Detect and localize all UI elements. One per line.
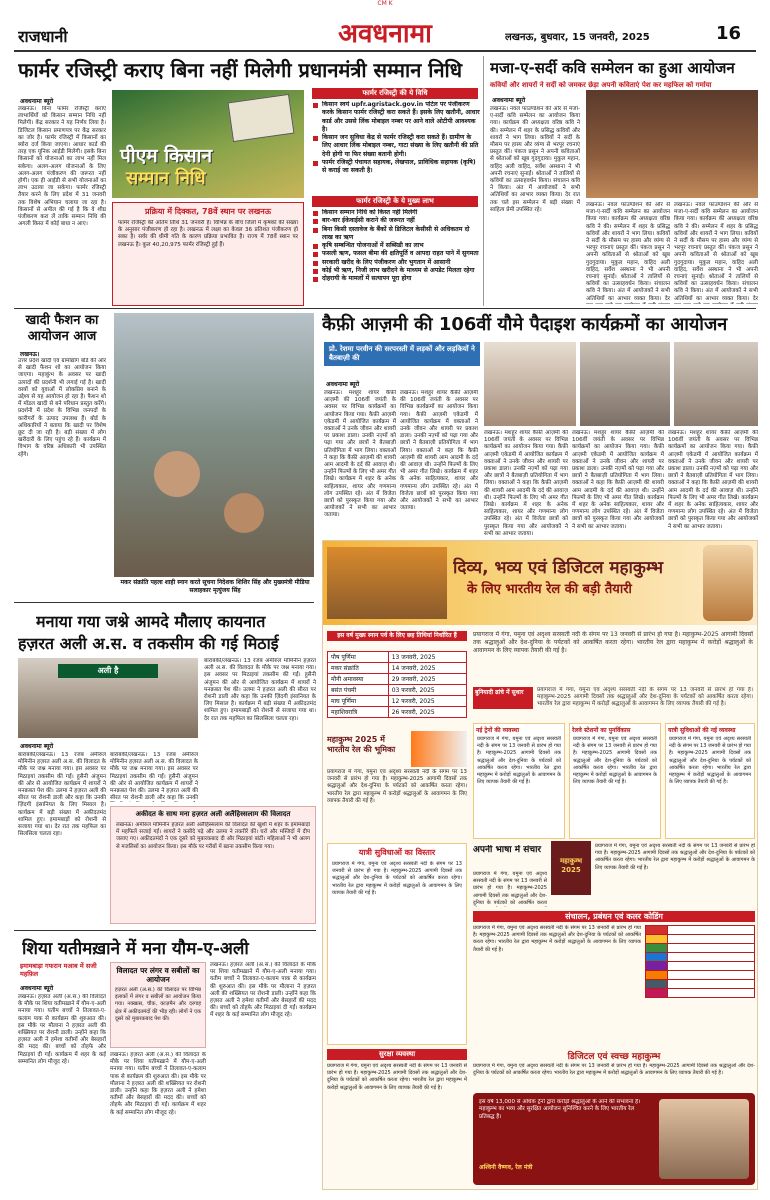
langar-box: [110, 962, 206, 1048]
ad-intro: प्रयागराज में गंगा, यमुना एवं अदृश्य सरस्वती नदी के संगम पर 13 जनवरी से प्रारंभ हो गया है। महाकुम्भ-2025 आगामी दिवसों तक श्रद्धालुओं और देश-दुनिया के पर्यटकों को आकर्षित करता रहेगा। भारतीय रेल द्वारा महाकुम्भ में करोड़ों श्रद्धालुओं के आवागमन के लिए व्यापक तैयारी की गई है।: [473, 631, 753, 654]
snan-cell: महाशिवरात्रि: [328, 707, 389, 718]
snan-row: [328, 696, 467, 707]
digital-text: प्रयागराज में गंगा, यमुना एवं अदृश्य सरस्वती नदी के संगम पर 13 जनवरी से प्रारंभ हो गया है। महाकुम्भ-2025 आगामी दिवसों तक श्रद्धालुओं और देश-दुनिया के पर्यटकों को आकर्षित करता रहेगा। भारतीय रेल द्वारा महाकुम्भ में करोड़ों श्रद्धालुओं के आवागमन के लिए व्यापक तैयारी की गई है।: [473, 1063, 755, 1077]
article-ali-body-col1: बाराबंकी/लखनऊ। 13 रजब अमीरुल मोमिनीन हज़रत अली अ.स. की विलादत के मौके पर जश्न मनाया गया। इस अवसर पर मिठाइयां तकसीम की गईं। हुसैनी अंजुमन की ओर से आयोजित कार्यक्रम में शायरों ने मनक़बत पेश की। उलमा ने हज़रत अली की सीरत पर रोशनी डाली और कहा कि उनकी ज़िंदगी इंसानियत के लिए मिसाल है। कार्यक्रम में बड़ी संख्या में अकीदतमंद शामिल हुए। इमामबाड़ों को रोशनी से सजाया गया था। देर रात तक महफिल का सिलसिला चलता रहा।: [18, 752, 106, 838]
suvidha-title: यात्री सुविधाओं का विस्तार: [358, 848, 436, 857]
registry-benefit-item: कृषि सम्बन्धित योजनाओं में सब्सिडी का लाभ: [312, 242, 480, 250]
currency-note-image: [228, 94, 295, 142]
article-ali-byline: अवधनामा ब्यूरो: [20, 743, 54, 750]
registry-method-list: [312, 101, 480, 193]
grid-cell: [668, 926, 755, 935]
snan-cell: 13 जनवरी, 2025: [388, 652, 466, 663]
registry-benefit-item: सरकारी खरीद के लिए पंजीकरण और भुगतान में आसानी: [312, 259, 480, 267]
article-yatimkhana-body-col3: लखनऊ। हज़रत अली (अ.स.) की विलादत के मौके पर शिया यतीमख़ाने में यौम-ए-अली मनाया गया। यतीम बच्चों ने तिलावत-ए-कलाम पाक से कार्यक्रम की शुरुआत की। इस मौके पर मौलाना ने हज़रत अली की शख्सियत पर रोशनी डाली। उन्होंने कहा कि हज़रत अली ने हमेशा यतीमों और बेसहारों की मदद की। बच्चों को तोहफे और मिठाइयां दी गईं। कार्यक्रम में शहर के कई सम्मानित लोग मौजूद रहे।: [210, 962, 316, 1019]
kavi-sammelan-photo: [586, 90, 758, 198]
article-yatimkhana-byline: अवधनामा ब्यूरो: [20, 985, 54, 992]
ad-title-line2: के लिए भारतीय रेल की बड़ी तैयारी: [467, 582, 632, 597]
registry-method-item: किसान जन सुविधा केंद्र से फार्मर रजिस्ट्री करा सकते हैं। ग्रामीण के लिए आधार लिंक मोबाइल नम्बर, गाटा संख्या के लिए खतौनी की प्रति देनी होगी या फिर संख्या बतानी होगी।: [312, 134, 480, 159]
article-kaifi-body-col4: लखनऊ। मशहूर शायर कैफ़ी आज़मी की 106वीं जयंती के अवसर पर विभिन्न कार्यक्रमों का आयोजन किया गया। कैफ़ी आज़मी एकेडमी में आयोजित कार्यक्रम में वक्ताओं ने उनके जीवन और शायरी पर प्रकाश डाला। उनकी नज़्मों को पढ़ा गया और छात्रों ने बैतबाज़ी प्रतियोगिता में भाग लिया। वक्ताओं ने कहा कि कैफ़ी आज़मी की शायरी आम आदमी के दर्द की आवाज़ थी। उन्होंने फिल्मों के लिए भी अमर गीत लिखे। कार्यक्रम में शहर के अनेक साहित्यकार, शायर और गणमान्य लोग उपस्थित रहे। अंत में विजेता छात्रों को पुरस्कृत किया गया और आयोजकों ने सभी का आभार जताया।: [572, 430, 664, 530]
color-cell: [646, 944, 668, 953]
security-text: प्रयागराज में गंगा, यमुना एवं अदृश्य सरस्वती नदी के संगम पर 13 जनवरी से प्रारंभ हो गया है। महाकुम्भ-2025 आगामी दिवसों तक श्रद्धालुओं और देश-दुनिया के पर्यटकों को आकर्षित करता रहेगा। भारतीय रेल द्वारा महाकुम्भ में करोड़ों श्रद्धालुओं के आवागमन के लिए व्यापक तैयारी की गई है।: [595, 843, 755, 871]
masthead-rule: [14, 50, 756, 52]
info-col-2-text: प्रयागराज में गंगा, यमुना एवं अदृश्य सरस्वती नदी के संगम पर 13 जनवरी से प्रारंभ हो गया है। महाकुम्भ-2025 आगामी दिवसों तक श्रद्धालुओं और देश-दुनिया के पर्यटकों को आकर्षित करता रहेगा। भारतीय रेल द्वारा महाकुम्भ में करोड़ों श्रद्धालुओं के आवागमन के लिए व्यापक तैयारी की गई है।: [573, 736, 657, 786]
snan-cell: 14 जनवरी, 2025: [388, 663, 466, 674]
train-image: [411, 731, 467, 767]
section-rule: [14, 930, 316, 931]
control-title: संचालन, प्रबंधन एवं कलर कोडिंग: [473, 911, 755, 922]
color-cell: [646, 935, 668, 944]
article-kaifi-body-col2: लखनऊ। मशहूर शायर कैफ़ी आज़मी की 106वीं जयंती के अवसर पर विभिन्न कार्यक्रमों का आयोजन किया गया। कैफ़ी आज़मी एकेडमी में आयोजित कार्यक्रम में वक्ताओं ने उनके जीवन और शायरी पर प्रकाश डाला। उनकी नज़्मों को पढ़ा गया और छात्रों ने बैतबाज़ी प्रतियोगिता में भाग लिया। वक्ताओं ने कहा कि कैफ़ी आज़मी की शायरी आम आदमी के दर्द की आवाज़ थी। उन्होंने फिल्मों के लिए भी अमर गीत लिखे। कार्यक्रम में शहर के अनेक साहित्यकार, शायर और गणमान्य लोग उपस्थित रहे। अंत में विजेता छात्रों को पुरस्कृत किया गया और आयोजकों ने सभी का आभार जताया।: [400, 390, 478, 512]
color-cell: [646, 953, 668, 962]
article-kaifi-pull: प्रो. रेशमा परवीन की सरपरस्ती में लड़कों और लड़कियों ने बैतबाज़ी की: [324, 342, 480, 366]
snan-photo-caption: मकर संक्रांति पहला शाही स्नान करते सूचना निदेशक शिशिर सिंह और मुख्यमंत्री मीडिया सलाहकार मृत्युंजय सिंह: [120, 579, 310, 594]
snan-row: [328, 685, 467, 696]
snan-row: [328, 663, 467, 674]
snan-photo: [114, 313, 314, 577]
info-col-1-title: नई ट्रेनों की व्यवस्था: [476, 727, 520, 734]
info-col-3: [665, 723, 755, 839]
snan-row: [328, 652, 467, 663]
registry-method-item: किसान स्वयं upfr.agristack.gov.in पोर्टल पर पंजीकरण करके किसान फार्मर रजिस्ट्री करा सकते हैं। इसके लिए खतौनी, आधार कार्ड और उससे लिंक मोबाइल नम्बर पर आने वाले ओटीपी आवश्यक है।: [312, 101, 480, 134]
dateline: लखनऊ, बुधवार, 15 जनवरी, 2025: [505, 32, 650, 43]
snan-cell: बसंत पंचमी: [328, 685, 389, 696]
control-text: प्रयागराज में गंगा, यमुना एवं अदृश्य सरस्वती नदी के संगम पर 13 जनवरी से प्रारंभ हो गया है। महाकुम्भ-2025 आगामी दिवसों तक श्रद्धालुओं और देश-दुनिया के पर्यटकों को आकर्षित करता रहेगा। भारतीय रेल द्वारा महाकुम्भ में करोड़ों श्रद्धालुओं के आवागमन के लिए व्यापक तैयारी की गई है।: [473, 925, 641, 953]
rail-role-title: महाकुम्भ 2025 में भारतीय रेल की भूमिका: [327, 735, 396, 754]
article-kaifi-byline: अवधनामा ब्यूरो: [326, 381, 360, 388]
article-yatimkhana-body: लखनऊ। हज़रत अली (अ.स.) की विलादत के मौके पर शिया यतीमख़ाने में यौम-ए-अली मनाया गया। यतीम बच्चों ने तिलावत-ए-कलाम पाक से कार्यक्रम की शुरुआत की। इस मौके पर मौलाना ने हज़रत अली की शख्सियत पर रोशनी डाली। उन्होंने कहा कि हज़रत अली ने हमेशा यतीमों और बेसहारों की मदद की। बच्चों को तोहफे और मिठाइयां दी गईं। कार्यक्रम में शहर के कई सम्मानित लोग मौजूद रहे।: [18, 994, 106, 1065]
suvidha-box: [327, 843, 467, 1045]
info-col-1: [473, 723, 565, 839]
event-banner: अली है: [58, 664, 158, 678]
article-yatimkhana-body-col2: लखनऊ। हज़रत अली (अ.स.) की विलादत के मौके पर शिया यतीमख़ाने में यौम-ए-अली मनाया गया। यतीम बच्चों ने तिलावत-ए-कलाम पाक से कार्यक्रम की शुरुआत की। इस मौके पर मौलाना ने हज़रत अली की शख्सियत पर रोशनी डाली। उन्होंने कहा कि हज़रत अली ने हमेशा यतीमों और बेसहारों की मदद की। बच्चों को तोहफे और मिठाइयां दी गईं। कार्यक्रम में शहर के कई सम्मानित लोग मौजूद रहे।: [110, 1052, 206, 1116]
registry-benefit-list: [312, 209, 480, 305]
quote-signature: अश्विनी वैष्णव, रेल मंत्री: [479, 1164, 533, 1171]
article-kavi-body-col2: लखनऊ। नवल फाउण्डेशन की ओर से मजा-ए-सर्दी कवि सम्मेलन का आयोजन किया गया। कार्यक्रम की अध्यक्षता वरिष्ठ कवि ने की। सम्मेलन में शहर के प्रसिद्ध कवियों और शायरों ने भाग लिया। कवियों ने सर्दी के मौसम पर हास्य और व्यंग्य से भरपूर रचनाएं प्रस्तुत कीं। पंकज प्रसून ने अपनी कविताओं से श्रोताओं को खूब गुदगुदाया। मुकुल महान, वाहिद अली वाहिद, सर्वेश अस्थाना ने भी अपनी रचनाएं सुनाईं। श्रोताओं ने तालियों से कवियों का उत्साहवर्धन किया। संचालन कवि ने किया। अंत में आयोजकों ने सभी अतिथियों का आभार व्यक्त किया। देर: [586, 202, 670, 302]
color-cell: [646, 926, 668, 935]
page-number: 16: [716, 23, 742, 44]
grid-row: [646, 962, 755, 971]
article-khadi-byline: लखनऊ।: [20, 351, 40, 358]
infra-label: बुनियादी ढांचे में सुधार: [473, 687, 533, 709]
color-mark: CM K: [377, 0, 393, 7]
article-khadi-body: उत्तर प्रदेश खादी एवं ग्रामोद्योग बोर्ड की ओर से खादी फैशन शो का आयोजन किया जाएगा। महाकुंभ के अवसर पर खादी उत्पादों की प्रदर्शनी भी लगाई गई है। खादी वस्त्रों को युवाओं में लोकप्रिय बनाने के उद्देश्य से यह आयोजन हो रहा है। फैशन शो में मॉडल खादी से बने परिधान प्रस्तुत करेंगे। प्रदर्शनी में प्रदेश के विभिन्न जनपदों के कारीगरों के उत्पाद उपलब्ध हैं। बोर्ड के अधिकारियों ने बताया कि खादी पर विशेष छूट दी जा रही है। बड़ी संख्या में लोग खरीदारी के लिए पहुंच रहे हैं। कार्यक्रम में विभाग के वरिष्ठ अधिकारी भी उपस्थित रहेंगे।: [18, 358, 106, 458]
article-kaifi-body-col3: लखनऊ। मशहूर शायर कैफ़ी आज़मी की 106वीं जयंती के अवसर पर विभिन्न कार्यक्रमों का आयोजन किया गया। कैफ़ी आज़मी एकेडमी में आयोजित कार्यक्रम में वक्ताओं ने उनके जीवन और शायरी पर प्रकाश डाला। उनकी नज़्मों को पढ़ा गया और छात्रों ने बैतबाज़ी प्रतियोगिता में भाग लिया। वक्ताओं ने कहा कि कैफ़ी आज़मी की शायरी आम आदमी के दर्द की आवाज़ थी। उन्होंने फिल्मों के लिए भी अमर गीत लिखे। कार्यक्रम में शहर के अनेक साहित्यकार, शायर और गणमान्य लोग उपस्थित रहे। अंत में विजेता छात्रों को पुरस्कृत किया गया और आयोजकों ने सभी का आभार जताया।: [484, 430, 568, 536]
info-col-1-text: प्रयागराज में गंगा, यमुना एवं अदृश्य सरस्वती नदी के संगम पर 13 जनवरी से प्रारंभ हो गया है। महाकुम्भ-2025 आगामी दिवसों तक श्रद्धालुओं और देश-दुनिया के पर्यटकों को आकर्षित करता रहेगा। भारतीय रेल द्वारा महाकुम्भ में करोड़ों श्रद्धालुओं के आवागमन के लिए व्यापक तैयारी की गई है।: [477, 736, 561, 786]
delay-box-text: फार्मर रजिस्ट्री की अंतिम तिथि 31 जनवरी है। विभिन्न के बीच जिलों में कृषकों की संख्या के अनुसार पंजीकरण हो रहा है। लखनऊ में लक्ष्य का केवल 36 प्रतिशत पंजीकरण हो सका है। सर्वर की धीमी गति के कारण प्रक्रिया प्रभावित है। राज्य में 78वें स्थान पर लखनऊ है। कुल 40,20,975 फार्मर रजिस्ट्री हुई हैं।: [118, 220, 298, 248]
registry-method-title: फार्मर रजिस्ट्री की ये विधि: [312, 88, 478, 99]
communication-title: अपनी भाषा में संचार: [473, 845, 542, 855]
article-farmer-body: लखनऊ। बिना फार्मर रजिस्ट्री कराए लाभार्थियों को किसान सम्मान निधि नहीं मिलेगी। केंद्र सरकार ने यह निर्णय लिया है। डिजिटल किसान प्रमाणपत्र पर केंद्र सरकार का जोर है। फार्मर रजिस्ट्री में किसानों का ब्योरा दर्ज किया जाएगा। आधार कार्ड की तरह एक यूनिक आईडी मिलेगी। इसके बिना किसानों को योजनाओं का लाभ नहीं मिल सकेगा। अलग-अलग योजनाओं के लिए अलग-अलग पंजीकरण की जरूरत नहीं होगी। एक ही आईडी से सभी योजनाओं का लाभ उठाया जा सकेगा। फार्मर रजिस्ट्री तैयार करने के लिए प्रदेश में 31 जनवरी तक विशेष अभियान चलाया जा रहा है। किसानों से अपील की गई है कि वे शीघ्र पंजीकरण करा लें ताकि सम्मान निधि की अगली किस्त में कोई बाधा न आए।: [18, 106, 106, 228]
registry-benefit-title: फार्मर रजिस्ट्री के ये मुख्य लाभ: [312, 196, 478, 207]
color-cell: [646, 989, 668, 998]
snan-cell: 03 फरवरी, 2025: [388, 685, 466, 696]
vilaadat-box: [110, 806, 316, 924]
grid-cell: [668, 989, 755, 998]
poster-text-line1: पीएम किसान: [120, 145, 213, 167]
section-rule: [14, 308, 756, 309]
article-farmer-headline: फार्मर रजिस्ट्री कराए बिना नहीं मिलेगी प्रधानमंत्री सम्मान निधि: [18, 58, 463, 82]
article-ali-body-col3: बाराबंकी/लखनऊ। 13 रजब अमीरुल मोमिनीन हज़रत अली अ.स. की विलादत के मौके पर जश्न मनाया गया। इस अवसर पर मिठाइयां तकसीम की गईं। हुसैनी अंजुमन की ओर से आयोजित कार्यक्रम में शायरों ने मनक़बत पेश की। उलमा ने हज़रत अली की सीरत पर रोशनी डाली और कहा कि उनकी ज़िंदगी इंसानियत के लिए मिसाल है। कार्यक्रम में बड़ी संख्या में अकीदतमंद शामिल हुए। इमामबाड़ों को रोशनी से सजाया गया था। देर रात तक महफिल का सिलसिला चलता रहा।: [204, 658, 316, 722]
snan-dates-title: इस वर्ष मुख्य स्नान पर्व के लिए छह तिथियां निर्धारित हैं: [327, 631, 467, 641]
article-kaifi-headline: कैफ़ी आज़मी की 106वीं यौमे पैदाइश कार्यक्रमों का आयोजन: [322, 314, 728, 335]
color-cell: [646, 962, 668, 971]
article-yatimkhana-headline: शिया यतीमख़ाने में मना यौम-ए-अली: [22, 939, 249, 959]
communication-text: प्रयागराज में गंगा, यमुना एवं अदृश्य सरस्वती नदी के संगम पर 13 जनवरी से प्रारंभ हो गया है। महाकुम्भ-2025 आगामी दिवसों तक श्रद्धालुओं और देश-दुनिया के पर्यटकों को आकर्षित करता: [473, 871, 547, 906]
ad-title: दिव्य, भव्य एवं डिजिटल महाकुम्भ: [453, 558, 664, 578]
sadhu-image: [703, 545, 753, 621]
rail-role-text: प्रयागराज में गंगा, यमुना एवं अदृश्य सरस्वती नदी के संगम पर 13 जनवरी से प्रारंभ हो गया है। महाकुम्भ-2025 आगामी दिवसों तक श्रद्धालुओं और देश-दुनिया के पर्यटकों को आकर्षित करता रहेगा। भारतीय रेल द्वारा महाकुम्भ में करोड़ों श्रद्धालुओं के आवागमन के लिए व्यापक तैयारी की गई है।: [327, 769, 467, 804]
person-face: [154, 451, 200, 497]
pm-kisan-poster: [112, 90, 304, 198]
registry-benefit-item: किसान सम्मान निधि को किस्त नहीं मिलेगी: [312, 209, 480, 217]
railway-ad: [322, 540, 758, 1190]
article-kaifi-body-col1: लखनऊ। मशहूर शायर कैफ़ी आज़मी की 106वीं जयंती के अवसर पर विभिन्न कार्यक्रमों का आयोजन किया गया। कैफ़ी आज़मी एकेडमी में आयोजित कार्यक्रम में वक्ताओं ने उनके जीवन और शायरी पर प्रकाश डाला। उनकी नज़्मों को पढ़ा गया और छात्रों ने बैतबाज़ी प्रतियोगिता में भाग लिया। वक्ताओं ने कहा कि कैफ़ी आज़मी की शायरी आम आदमी के दर्द की आवाज़ थी। उन्होंने फिल्मों के लिए भी अमर गीत लिखे। कार्यक्रम में शहर के अनेक साहित्यकार, शायर और गणमान्य लोग उपस्थित रहे। अंत में विजेता छात्रों को पुरस्कृत किया गया और आयोजकों ने सभी का आभार जताया।: [324, 390, 396, 519]
grid-cell: [668, 953, 755, 962]
suvidha-text: प्रयागराज में गंगा, यमुना एवं अदृश्य सरस्वती नदी के संगम पर 13 जनवरी से प्रारंभ हो गया है। महाकुम्भ-2025 आगामी दिवसों तक श्रद्धालुओं और देश-दुनिया के पर्यटकों को आकर्षित करता रहेगा। भारतीय रेल द्वारा महाकुम्भ में करोड़ों श्रद्धालुओं के आवागमन के लिए व्यापक तैयारी की गई है।: [332, 861, 462, 896]
grid-row: [646, 971, 755, 980]
grid-row: [646, 944, 755, 953]
article-ali-headline-1: मनाया गया जश्ने आमदे मौलाए कायनात: [36, 612, 266, 631]
security-box-text: प्रयागराज में गंगा, यमुना एवं अदृश्य सरस्वती नदी के संगम पर 13 जनवरी से प्रारंभ हो गया है। महाकुम्भ-2025 आगामी दिवसों तक श्रद्धालुओं और देश-दुनिया के पर्यटकों को आकर्षित करता रहेगा। भारतीय रेल द्वारा महाकुम्भ में करोड़ों श्रद्धालुओं के आवागमन के लिए व्यापक तैयारी की गई है।: [327, 1063, 467, 1091]
poster-text-line2: सम्मान निधि: [126, 168, 206, 189]
registry-benefit-item: दोहरायी के मामलों में सत्यापन पूरा होगा: [312, 275, 480, 283]
grid-row: [646, 989, 755, 998]
registry-benefit-item: बार-बार ईकेवाईसी कराने की जरूरत नहीं: [312, 217, 480, 225]
grid-row: [646, 953, 755, 962]
snan-cell: 12 फरवरी, 2025: [388, 696, 466, 707]
article-kavi-byline: अवधनामा ब्यूरो: [492, 97, 526, 104]
registry-method-item: फार्मर रजिस्ट्री पंचायत सहायक, लेखपाल, प्राविधिक सहायक (कृषि) से कराई जा सकती है।: [312, 159, 480, 176]
article-yatimkhana-subhead: इमामबाड़ा गफरान मआब में सजी महफ़िल: [20, 962, 97, 978]
snan-cell: 26 फरवरी, 2025: [388, 707, 466, 718]
quote-box: [473, 1093, 755, 1185]
langar-text: हज़रत अली (अ.स.) की विलादत पर विभिन्न इलाकों में लंगर व सबीलों का आयोजन किया गया। नक्खास, चौक, काज़मैन और दरगाह क्षेत्र में अकीदतमंदों की भीड़ रही। लोगों ने एक दूसरे को मुबारकबाद पेश की।: [115, 987, 201, 1022]
grid-row: [646, 926, 755, 935]
info-col-2-title: रेलवे स्टेशनों का पुनर्विकास: [572, 727, 631, 734]
info-col-3-text: प्रयागराज में गंगा, यमुना एवं अदृश्य सरस्वती नदी के संगम पर 13 जनवरी से प्रारंभ हो गया है। महाकुम्भ-2025 आगामी दिवसों तक श्रद्धालुओं और देश-दुनिया के पर्यटकों को आकर्षित करता रहेगा। भारतीय रेल द्वारा महाकुम्भ में करोड़ों श्रद्धालुओं के आवागमन के लिए व्यापक तैयारी की गई है।: [669, 736, 751, 786]
info-col-3-title: यात्री सुविधाओं की नई व्यवस्था: [668, 727, 736, 734]
snan-dates-table: [327, 651, 467, 718]
grid-row: [646, 980, 755, 989]
registry-benefit-item: बिना किसी दस्तावेज के बैंकों से डिजिटल केसीसी से अधिकतम दो लाख का ऋण: [312, 226, 480, 243]
article-kavi-subhead: कवियों और शायरों ने सर्दी को जमकर छेड़ा अपनी कविताएं पेश कर महफिल को गर्माया: [490, 81, 712, 89]
article-ali-body-col2: बाराबंकी/लखनऊ। 13 रजब अमीरुल मोमिनीन हज़रत अली अ.स. की विलादत के मौके पर जश्न मनाया गया। इस अवसर पर मिठाइयां तकसीम की गईं। हुसैनी अंजुमन की ओर से आयोजित कार्यक्रम में शायरों ने मनक़बत पेश की। उलमा ने हज़रत अली की सीरत पर रोशनी डाली और कहा कि उनकी: [110, 752, 198, 802]
article-khadi-headline: खादी फैशन का आयोजन आज: [25, 313, 99, 344]
registry-benefit-item: फसली ऋण, फसल बीमा की क्षतिपूर्ति व आपदा राहत पाने में सुगमता: [312, 250, 480, 258]
snan-cell: पौष पूर्णिमा: [328, 652, 389, 663]
minister-photo: [659, 1099, 749, 1179]
digital-title: डिजिटल एवं स्वच्छ महाकुम्भ: [567, 1052, 661, 1062]
kaifi-photo-3: [674, 342, 758, 426]
delay-box: [112, 202, 304, 306]
info-col-2: [569, 723, 661, 839]
color-coding-table: [645, 925, 755, 998]
delay-box-title: प्रक्रिया में दिक्कत, 78वें स्थान पर लखनऊ: [144, 207, 272, 216]
snan-row: [328, 674, 467, 685]
article-kavi-body-col3: लखनऊ। नवल फाउण्डेशन की ओर से मजा-ए-सर्दी कवि सम्मेलन का आयोजन किया गया। कार्यक्रम की अध्यक्षता वरिष्ठ कवि ने की। सम्मेलन में शहर के प्रसिद्ध कवियों और शायरों ने भाग लिया। कवियों ने सर्दी के मौसम पर हास्य और व्यंग्य से भरपूर रचनाएं प्रस्तुत कीं। पंकज प्रसून ने अपनी कविताओं से श्रोताओं को खूब गुदगुदाया। मुकुल महान, वाहिद अली वाहिद, सर्वेश अस्थाना ने भी अपनी रचनाएं सुनाईं। श्रोताओं ने तालियों से कवियों का उत्साहवर्धन किया। संचालन कवि ने किया। अंत में आयोजकों ने सभी अतिथियों का आभार व्यक्त किया। देर: [674, 202, 758, 302]
snan-cell: मकर संक्रांति: [328, 663, 389, 674]
article-kavi-body-col1: लखनऊ। नवल फाउण्डेशन की ओर से मजा-ए-सर्दी कवि सम्मेलन का आयोजन किया गया। कार्यक्रम की अध्यक्षता वरिष्ठ कवि ने की। सम्मेलन में शहर के प्रसिद्ध कवियों और शायरों ने भाग लिया। कवियों ने सर्दी के मौसम पर हास्य और व्यंग्य से भरपूर रचनाएं प्रस्तुत कीं। पंकज प्रसून ने अपनी कविताओं से श्रोताओं को खूब गुदगुदाया। मुकुल महान, वाहिद अली वाहिद, सर्वेश अस्थाना ने भी अपनी रचनाएं सुनाईं। श्रोताओं ने तालियों से कवियों का उत्साहवर्धन किया। संचालन कवि ने किया। अंत में आयोजकों ने सभी अतिथियों का आभार व्यक्त किया। देर रात तक चले इस सम्मेलन में बड़ी संख्या में साहित्य प्रेमी उपस्थित रहे।: [490, 106, 580, 213]
grid-cell: [668, 971, 755, 980]
article-kaifi-body-col5: लखनऊ। मशहूर शायर कैफ़ी आज़मी की 106वीं जयंती के अवसर पर विभिन्न कार्यक्रमों का आयोजन किया गया। कैफ़ी आज़मी एकेडमी में आयोजित कार्यक्रम में वक्ताओं ने उनके जीवन और शायरी पर प्रकाश डाला। उनकी नज़्मों को पढ़ा गया और छात्रों ने बैतबाज़ी प्रतियोगिता में भाग लिया। वक्ताओं ने कहा कि कैफ़ी आज़मी की शायरी आम आदमी के दर्द की आवाज़ थी। उन्होंने फिल्मों के लिए भी अमर गीत लिखे। कार्यक्रम में शहर के अनेक साहित्यकार, शायर और गणमान्य लोग उपस्थित रहे। अंत में विजेता छात्रों को पुरस्कृत किया गया और आयोजकों ने सभी का आभार जताया।: [668, 430, 758, 530]
langar-title: विलादत पर लंगर व सबीलों का आयोजन: [116, 966, 200, 984]
snan-cell: माघ पूर्णिमा: [328, 696, 389, 707]
snan-cell: 29 जनवरी, 2025: [388, 674, 466, 685]
grid-cell: [668, 935, 755, 944]
color-cell: [646, 971, 668, 980]
grid-cell: [668, 944, 755, 953]
vilaadat-text: लखनऊ। अमीरुल मोमिनीन हज़रत अली अलैहिस्सलाम की विलादत की खुशी में शहर के इमामबाड़ों में महफिलें सजाई गईं। शायरों ने कसीदे पढ़े और उलमा ने तकरीरें कीं। घरों और मस्जिदों में दीप जलाए गए। अकीदतमंदों ने एक दूसरे को मुबारकबाद दी और मिठाइयां बांटीं। महिलाओं ने भी अलग से मजलिसों का आयोजन किया। इस मौके पर गरीबों में खाना तकसीम किया गया।: [116, 822, 310, 850]
security-title: सुरक्षा व्यवस्था: [327, 1049, 467, 1060]
grid-row: [646, 935, 755, 944]
article-kavi-headline: मजा-ए-सर्दी कवि सम्मेलन का हुआ आयोजन: [490, 59, 735, 77]
article-ali-headline-2: हज़रत अली अ.स. व तकसीम की गई मिठाई: [18, 634, 279, 653]
kaifi-photo-2: [580, 342, 670, 426]
ad-crowd-image: [327, 547, 447, 619]
newspaper-logo: अवधनामा: [338, 19, 432, 49]
mahakumbh-badge: महाकुम्भ 2025: [551, 841, 591, 895]
column-divider: [483, 56, 484, 306]
kaifi-photo-1: [484, 342, 576, 426]
grid-cell: [668, 962, 755, 971]
quote-text: इस वर्ष 13,000 से अधिक ट्रेनों द्वारा करोड़ों श्रद्धालुओं के आने की संभावना है। महाकुम्भ का भव्य और सुरक्षित आयोजन सुनिश्चित करने के लिए भारतीय रेल प्रतिबद्ध है।: [479, 1099, 641, 1120]
vilaadat-title: अकीदत के साथ मना हज़रत अली अलैहिस्सलाम की विलादत: [135, 810, 291, 818]
snan-cell: मौनी अमावस्या: [328, 674, 389, 685]
snan-row: [328, 707, 467, 718]
article-farmer-byline: अवधनामा ब्यूरो: [20, 98, 54, 105]
infra-text: प्रयागराज में गंगा, यमुना एवं अदृश्य सरस्वती नदी के संगम पर 13 जनवरी से प्रारंभ हो गया है। महाकुम्भ-2025 आगामी दिवसों तक श्रद्धालुओं और देश-दुनिया के पर्यटकों को आकर्षित करता रहेगा। भारतीय रेल द्वारा महाकुम्भ में करोड़ों श्रद्धालुओं के आवागमन के लिए व्यापक तैयारी की गई है।: [537, 687, 753, 708]
section-rule: [14, 602, 314, 603]
section-name: राजधानी: [18, 27, 68, 46]
registry-benefit-item: कोई भी ऋण, निजी लाभ खरीदने के माध्यम से अपडेट मिलता रहेगा: [312, 267, 480, 275]
ali-event-photo: [18, 658, 198, 738]
color-cell: [646, 980, 668, 989]
person-face: [224, 493, 264, 533]
grid-cell: [668, 980, 755, 989]
